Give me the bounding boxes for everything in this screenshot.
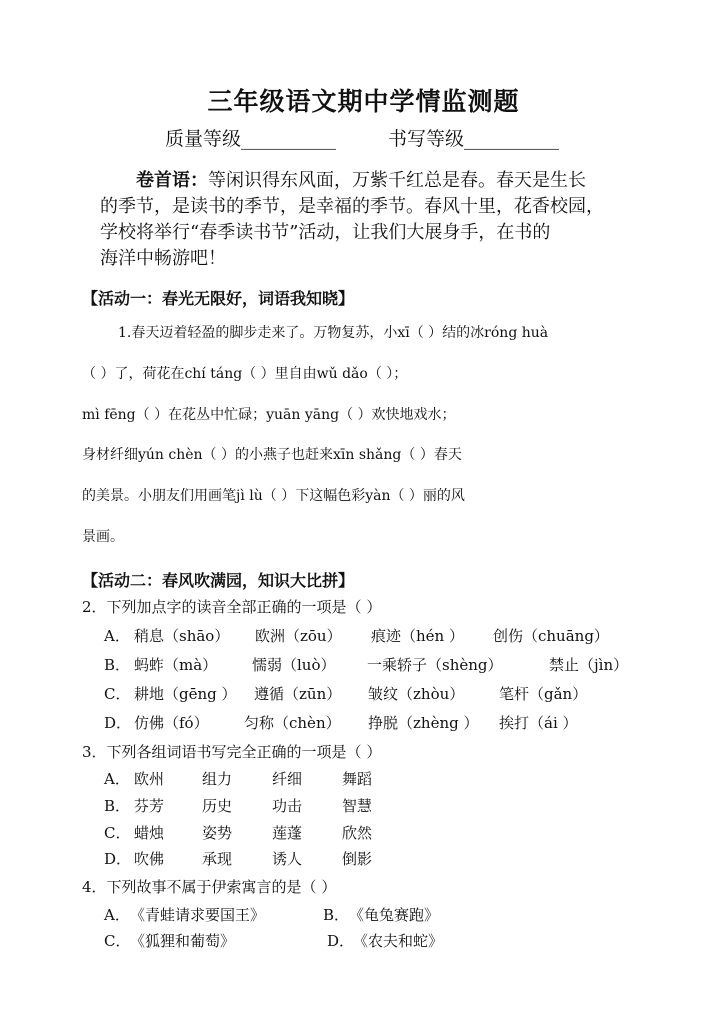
option-label: A． [104, 906, 130, 924]
writing-grade-field: 书写等级__________ [388, 128, 560, 150]
intro-paragraph [100, 168, 660, 272]
option-item: 挨打（ái ） [499, 714, 578, 732]
question-4-stem: 4．下列故事不属于伊索寓言的是（ ） [82, 878, 337, 896]
option-item: 倒影 [342, 850, 373, 868]
option-item: 笔杆（gǎn） [499, 685, 588, 703]
fill-line: 身材纤细yún chèn（ ）的小燕子也赶来xīn shǎng（ ）春天 [82, 447, 462, 463]
intro-line: 海洋中畅游吧！ [100, 248, 226, 269]
option-item: 姿势 [202, 824, 233, 842]
fill-line: 景画。 [82, 529, 124, 545]
option-item: 纤细 [272, 770, 303, 788]
grade-lines [165, 124, 559, 151]
option-label: C． [104, 932, 131, 950]
option-item: 智慧 [342, 797, 373, 815]
option-item: 芬芳 [134, 797, 165, 815]
option-item: 稍息（shāo） [134, 627, 230, 645]
option-item: 《狐狸和葡萄》 [130, 932, 236, 950]
option-item: 仿佛（fó） [134, 714, 209, 732]
option-label: D． [104, 850, 132, 868]
option-item: 承现 [202, 850, 233, 868]
intro-label: 卷首语： [136, 170, 208, 191]
option-label: B． [323, 906, 350, 924]
intro-line: 学校将举行“春季读书节”活动，让我们大展身手，在书的 [100, 222, 551, 243]
option-item: 《龟兔赛跑》 [349, 906, 440, 924]
option-item: 诱人 [272, 850, 303, 868]
section-heading-1: 【活动一：春光无限好，词语我知晓】 [82, 289, 355, 308]
option-label: C． [104, 824, 131, 842]
intro-line: 的季节，是读书的季节，是幸福的季节。春风十里，花香校园， [100, 196, 604, 217]
option-item: 欣然 [342, 824, 373, 842]
option-item: 《青蛙请求要国王》 [130, 906, 266, 924]
option-item: 匀称（chèn） [244, 714, 341, 732]
option-label: A． [104, 770, 130, 788]
option-item: 遵循（zūn） [254, 685, 342, 703]
option-item: 蚂蚱（mà） [134, 656, 218, 674]
option-item: 蜡烛 [134, 824, 165, 842]
option-label: B． [104, 797, 131, 815]
option-label: D． [104, 714, 132, 732]
quality-grade-field: 质量等级__________ [165, 128, 337, 150]
option-item: 皱纹（zhòu） [368, 685, 465, 703]
option-label: B． [104, 656, 131, 674]
fill-line: 的美景。小朋友们用画笔jì lù（ ）下这幅色彩yàn（ ）丽的风 [82, 488, 465, 504]
option-item: 一乘轿子（shèng） [367, 656, 503, 674]
option-label: D． [327, 932, 355, 950]
option-item: 舞蹈 [342, 770, 373, 788]
option-item: 懦弱（luò） [252, 656, 336, 674]
option-item: 痕迹（hén ） [371, 627, 464, 645]
page-title: 三年级语文期中学情监测题 [207, 87, 520, 116]
question-2-stem: 2．下列加点字的读音全部正确的一项是（ ） [82, 598, 382, 616]
option-item: 功击 [272, 797, 303, 815]
option-item: 欧州 [134, 770, 165, 788]
option-item: 历史 [202, 797, 233, 815]
option-label: C． [104, 685, 131, 703]
option-item: 莲蓬 [272, 824, 303, 842]
option-item: 挣脱（zhèng ） [368, 714, 479, 732]
option-label: A． [104, 627, 130, 645]
option-item: 吹佛 [134, 850, 165, 868]
option-item: 创伤（chuāng） [493, 627, 609, 645]
option-item: 欧洲（zōu） [255, 627, 342, 645]
option-item: 组力 [202, 770, 233, 788]
fill-line: （ ）了，荷花在chí táng（ ）里自由wǔ dǎo（ ）； [82, 366, 408, 382]
fill-line: 1.春天迈着轻盈的脚步走来了。万物复苏，小xī（ ）结的冰róng huà [118, 325, 549, 341]
section-heading-2: 【活动二：春风吹满园，知识大比拼】 [82, 571, 355, 590]
option-item: 耕地（gēng ） [134, 685, 237, 703]
option-item: 《农夫和蛇》 [353, 932, 444, 950]
question-3-stem: 3．下列各组词语书写完全正确的一项是（ ） [82, 743, 382, 761]
fill-line: mì fēng（ ）在花丛中忙碌；yuān yāng（ ）欢快地戏水； [82, 407, 456, 423]
option-item: 禁止（jìn） [549, 656, 629, 674]
intro-line: 等闲识得东风面，万紫千红总是春。春天是生长 [208, 170, 586, 191]
